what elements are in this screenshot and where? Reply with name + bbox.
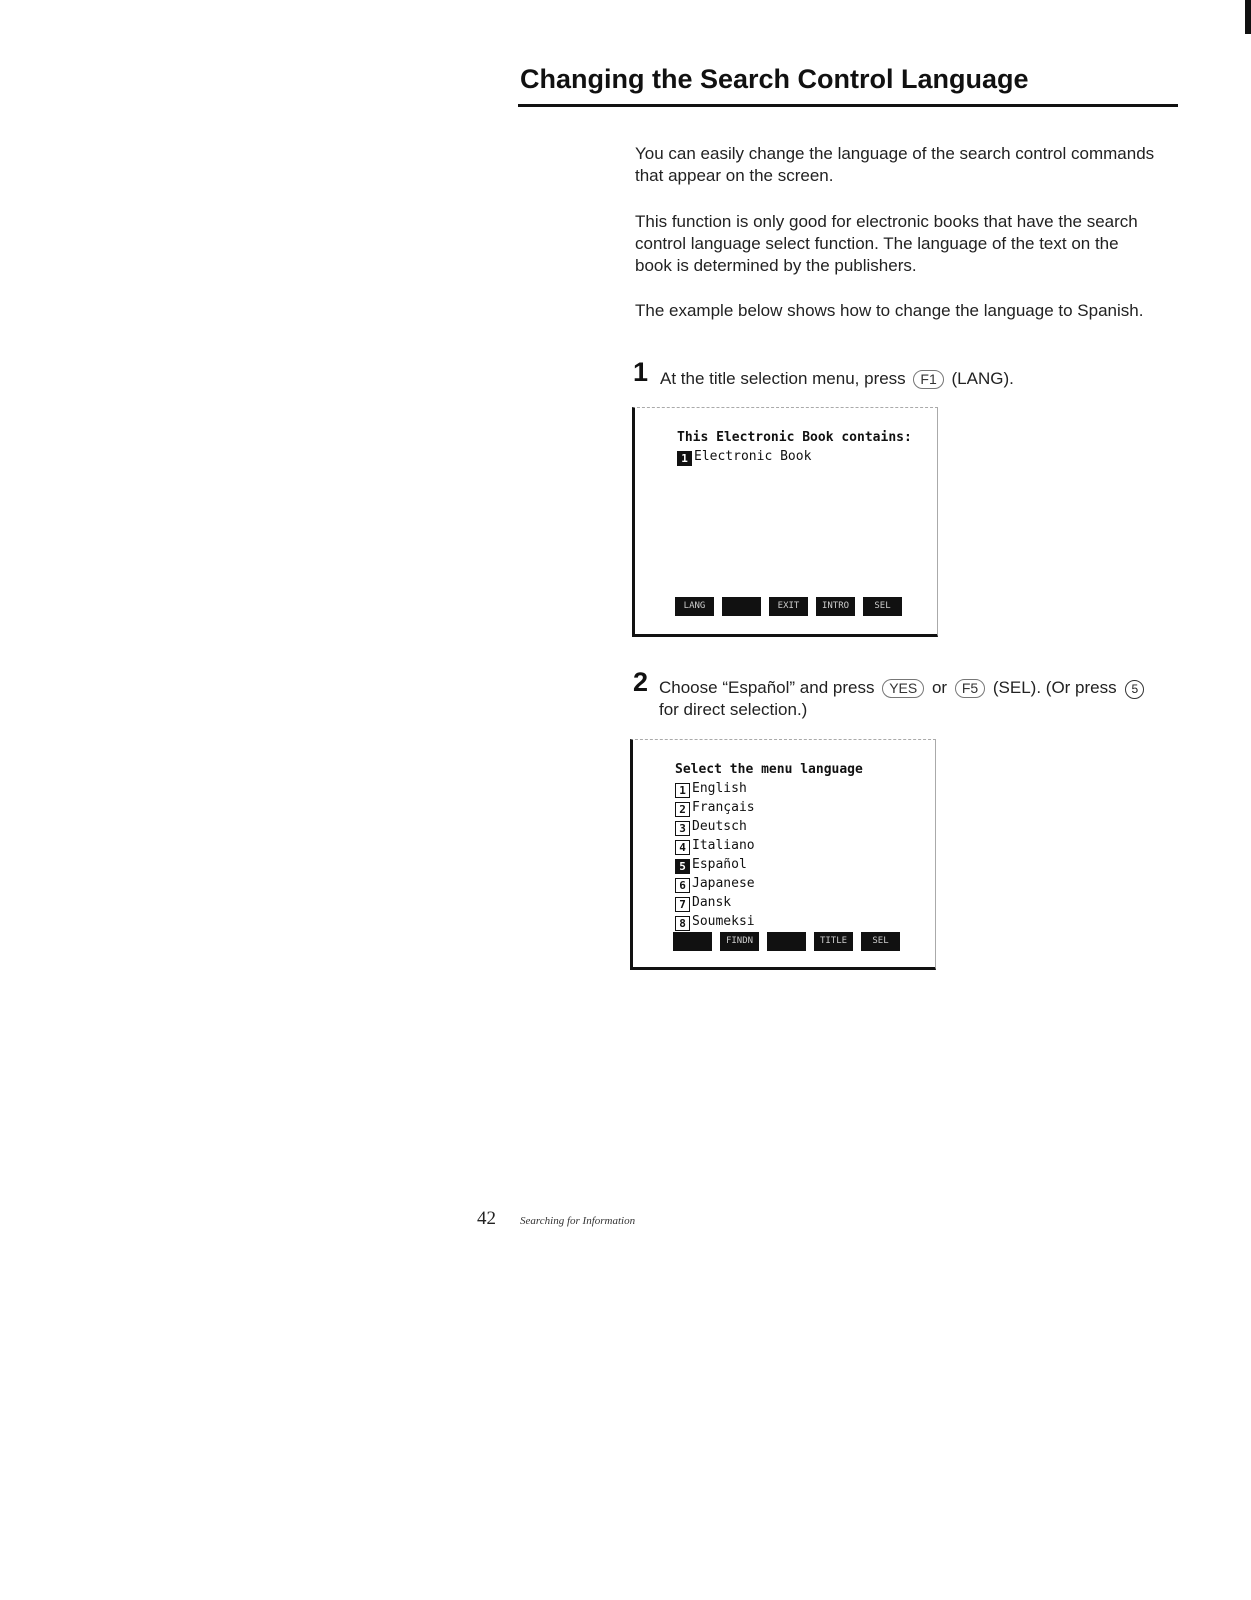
step-2-sel-text: (SEL). (Or press: [992, 678, 1117, 697]
f1-key-icon: F1: [913, 370, 943, 389]
screen-2-title: Select the menu language: [675, 762, 863, 777]
screen-2-softkey-bar: [673, 932, 900, 951]
step-2-number: 2: [633, 667, 649, 697]
language-label: Deutsch: [692, 819, 747, 834]
language-item-espanol: [675, 855, 755, 874]
number-badge-icon: 1: [677, 451, 692, 466]
softkey-sel: SEL: [863, 597, 902, 616]
language-label: Dansk: [692, 895, 732, 910]
language-label: Español: [692, 857, 747, 872]
language-label: Français: [692, 800, 755, 815]
language-label: English: [692, 781, 747, 796]
language-label: Japanese: [692, 876, 755, 891]
number-badge-icon: 6: [675, 878, 690, 893]
page-heading: Changing the Search Control Language: [520, 64, 1029, 94]
screen-1-title: This Electronic Book contains:: [677, 430, 912, 445]
list-item: [677, 447, 811, 466]
step-1-text: [660, 368, 1014, 390]
f5-key-icon: F5: [955, 679, 985, 698]
page-number: 42: [477, 1208, 496, 1229]
yes-key-icon: YES: [882, 679, 924, 698]
circled-five-key-icon: 5: [1125, 680, 1144, 699]
scan-edge-mark: [1245, 0, 1251, 34]
softkey-intro: INTRO: [816, 597, 855, 616]
number-badge-icon: 5: [675, 859, 690, 874]
language-list: [675, 779, 755, 931]
intro-paragraph-3: The example below shows how to change the language to Spanish.: [635, 301, 1144, 320]
language-item-deutsch: [675, 817, 755, 836]
number-badge-icon: 1: [675, 783, 690, 798]
step-1-instruction: At the title selection menu, press: [660, 369, 906, 388]
step-1-number: 1: [633, 357, 649, 387]
language-item-japanese: [675, 874, 755, 893]
softkey-blank: [673, 932, 712, 951]
heading-rule: [518, 104, 1178, 107]
softkey-lang: LANG: [675, 597, 714, 616]
number-badge-icon: 7: [675, 897, 690, 912]
softkey-exit: EXIT: [769, 597, 808, 616]
language-item-dansk: [675, 893, 755, 912]
intro-paragraph-2: This function is only good for electronic books that have the search control language select function. The language of the text on the book is determined by the publishers.: [635, 212, 1138, 275]
number-badge-icon: 2: [675, 802, 690, 817]
list-item-label: Electronic Book: [694, 449, 812, 464]
step-2-direct-selection: for direct selection.): [659, 700, 808, 719]
screen-1-list: [677, 447, 811, 466]
footer-section-title: Searching for Information: [520, 1215, 636, 1227]
title-selection-screen: [632, 407, 938, 637]
language-label: Italiano: [692, 838, 755, 853]
softkey-findn: FINDN: [720, 932, 759, 951]
language-item-italiano: [675, 836, 755, 855]
language-selection-screen: [630, 739, 936, 970]
step-1-lang-label: (LANG).: [951, 369, 1014, 388]
softkey-blank: [767, 932, 806, 951]
language-item-soumeksi: [675, 912, 755, 931]
intro-paragraph-1: You can easily change the language of the search control commands that appear on the screen.: [635, 144, 1155, 185]
number-badge-icon: 8: [675, 916, 690, 931]
softkey-sel: SEL: [861, 932, 900, 951]
language-item-francais: [675, 798, 755, 817]
softkey-blank: [722, 597, 761, 616]
step-2-or: or: [931, 678, 948, 697]
number-badge-icon: 4: [675, 840, 690, 855]
step-2-instruction: Choose “Español” and press: [659, 678, 875, 697]
screen-1-softkey-bar: [675, 597, 902, 616]
softkey-title: TITLE: [814, 932, 853, 951]
step-2-text: [659, 677, 1199, 721]
language-label: Soumeksi: [692, 914, 755, 929]
language-item-english: [675, 779, 755, 798]
number-badge-icon: 3: [675, 821, 690, 836]
